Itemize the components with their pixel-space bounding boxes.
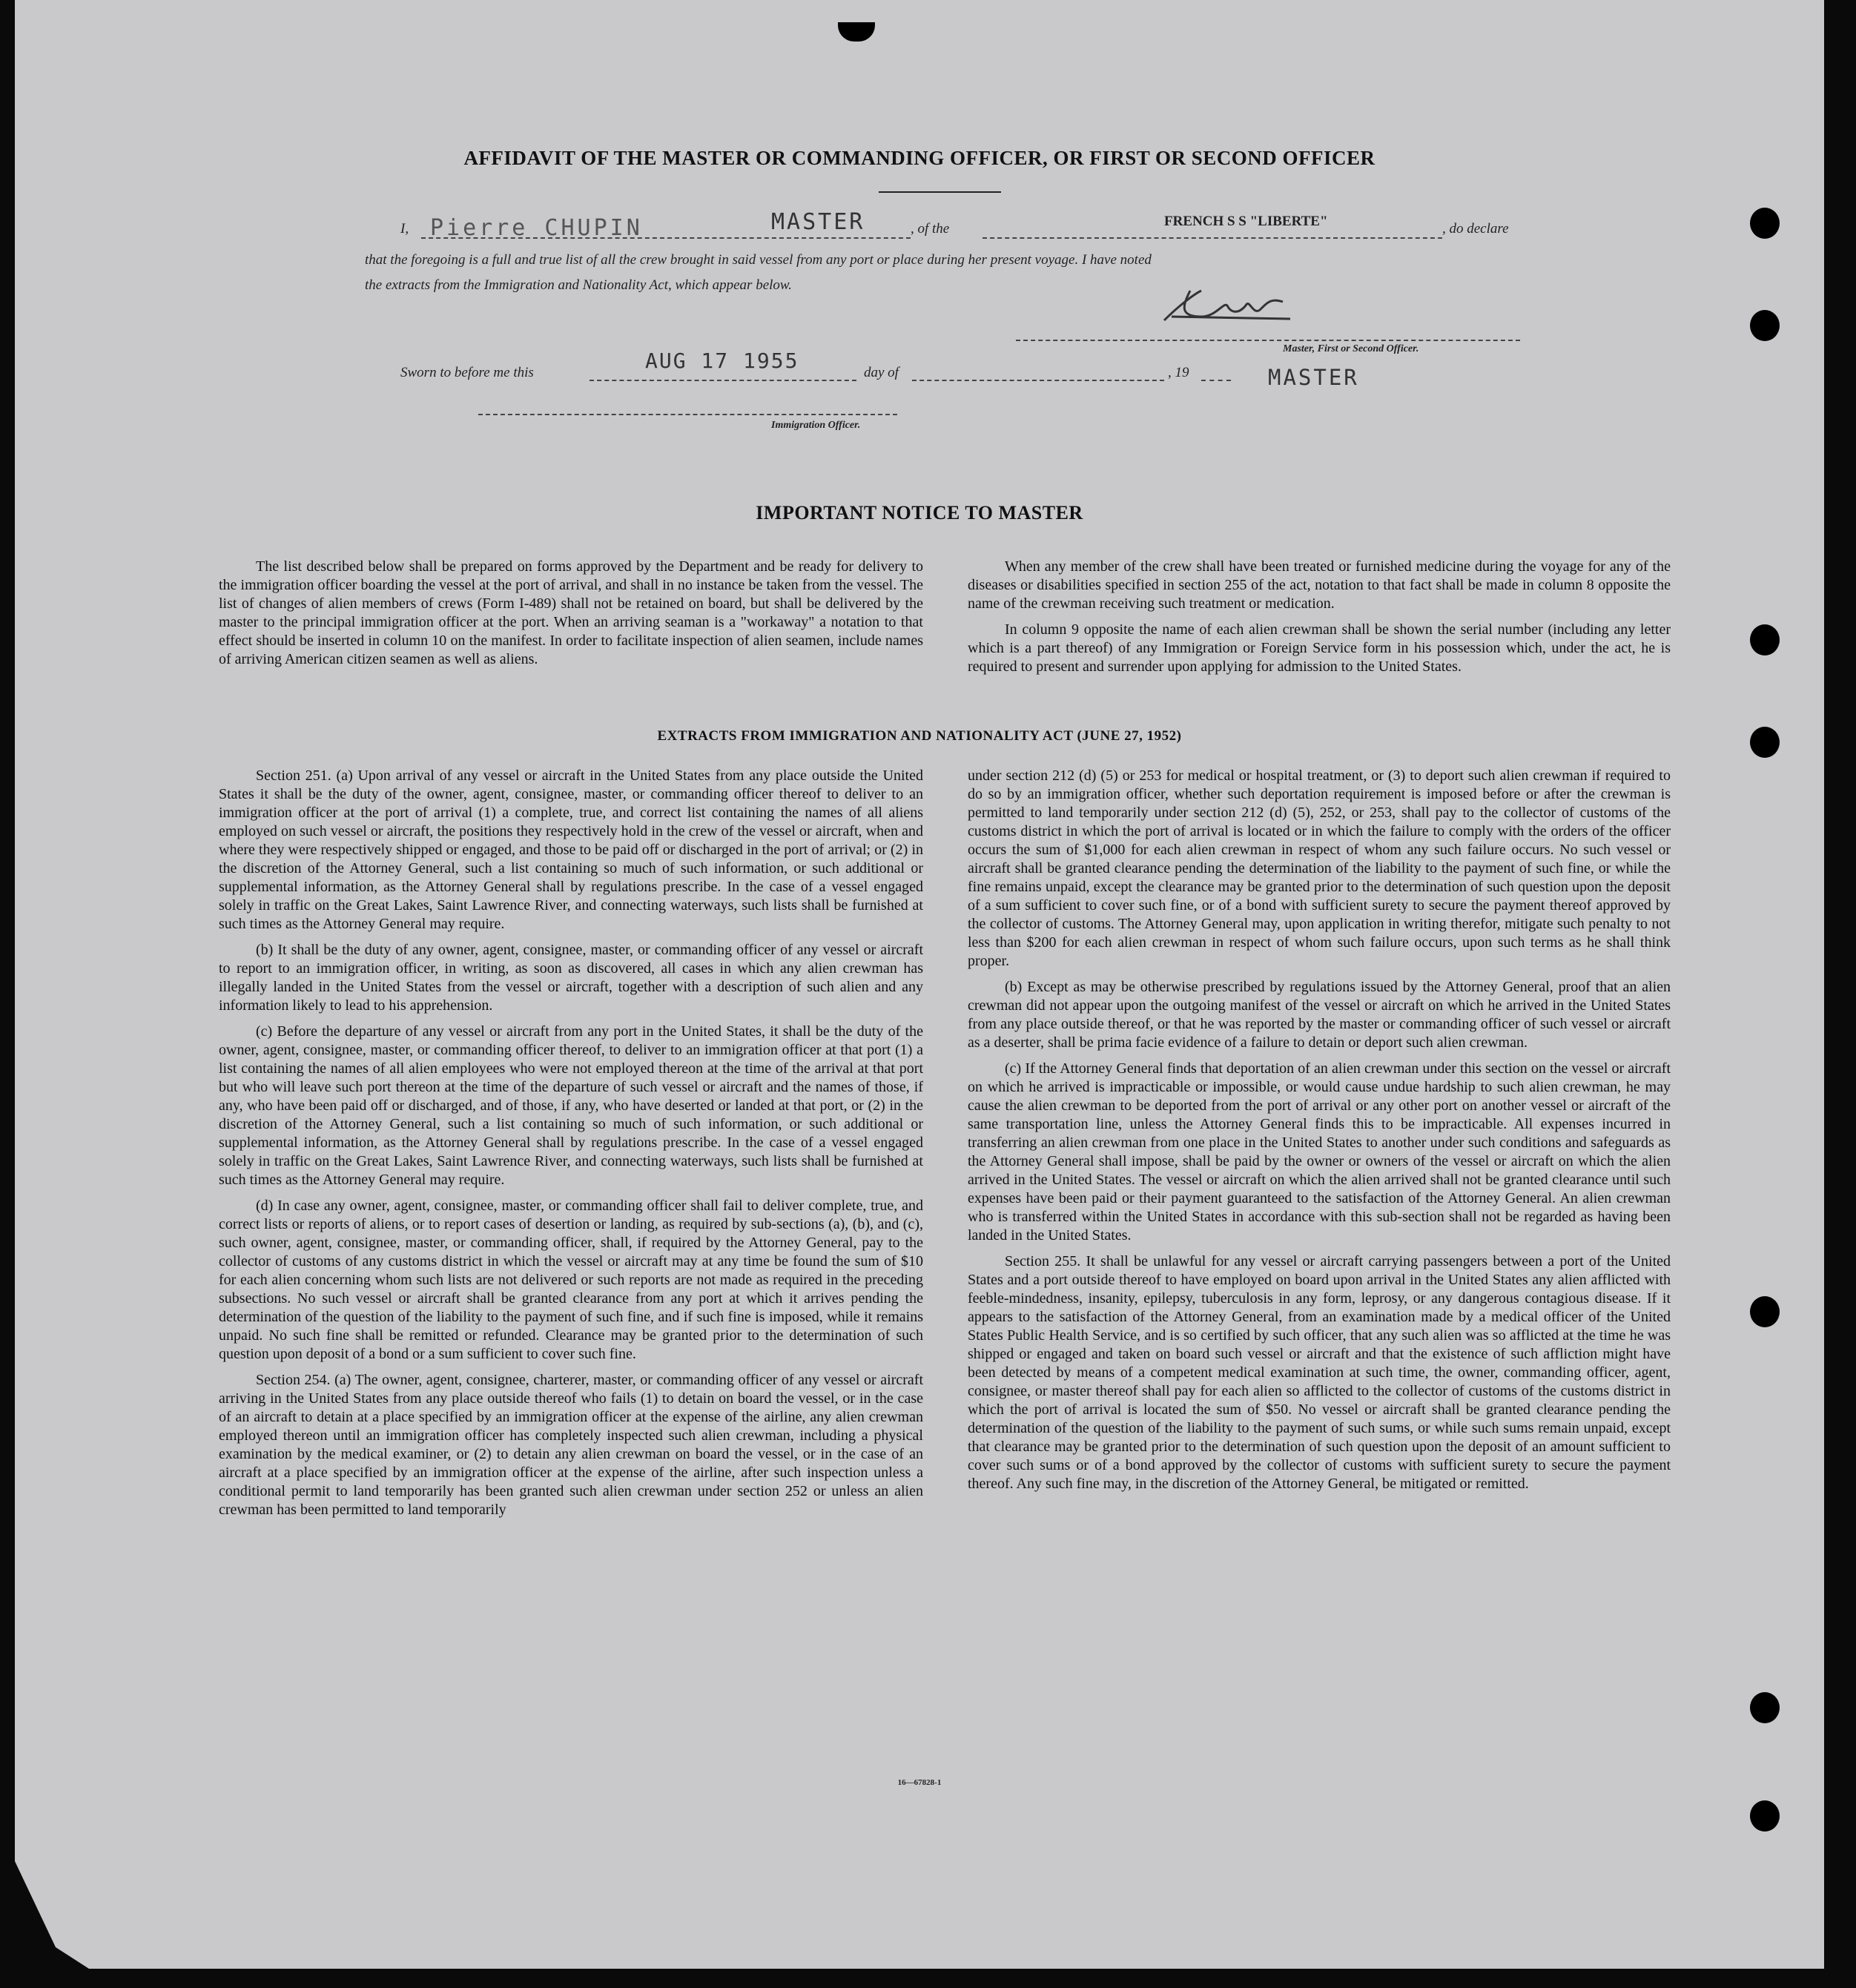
statute-paragraph: (b) Except as may be otherwise prescribed by regulations issued by the Attorney General, proof that an alien crewman did not appear upon the outgoing manifest of the vessel or aircraft on which he arrived in the United States from any place outside thereof, or that he was reported by the master or commanding officer of such vessel or aircraft as a deserter, shall be prima facie evidence of a failure to detain or deport such alien crewman.	[968, 979, 1671, 1051]
punch-hole	[1750, 1296, 1780, 1327]
statute-paragraph: (c) If the Attorney General finds that deportation of an alien crewman under this section on the vessel or aircraft on which he arrived is impracticable or impossible, or would cause undue hardship to such alien crewman, he may cause the alien crewman to be deported from the port of arrival or any other port on another vessel or aircraft of the same transportation line, unless the Attorney General finds this to be impracticable. All expenses incurred in transferring an alien crewman from one place in the United States to another under such conditions and safeguards as the Attorney General shall impose, shall be paid by the owner or owners of the vessel or aircraft on which the alien arrived in the United States. The vessel or aircraft on which the alien arrived shall not be granted clearance until such expenses have been paid or their payment guaranteed to the satisfaction of the Attorney General. An alien crewman who is transferred within the United States in accordance with this sub-section shall not be regarded as having been landed in the United States.	[968, 1060, 1671, 1244]
officer-line	[478, 414, 897, 415]
vessel-name: FRENCH S S "LIBERTE"	[1164, 214, 1328, 229]
binder-clip	[838, 22, 875, 42]
notice-paragraph: When any member of the crew shall have been treated or furnished medicine during the voyage for any of the diseases or disabilities specified in section 255 of the act, notation to that fact shall be made in column 8 opposite the name of the crewman receiving such treatment or medication.	[968, 558, 1671, 612]
of-the-label: , of the	[911, 221, 950, 237]
sworn-date: AUG 17 1955	[645, 349, 799, 373]
i-label: I,	[400, 221, 409, 237]
notice-title: IMPORTANT NOTICE TO MASTER	[756, 502, 1083, 524]
day-of-line	[912, 380, 1164, 381]
year-line	[1201, 380, 1231, 381]
statute-paragraph: Section 251. (a) Upon arrival of any vessel or aircraft in the United States from any place outside the United States it shall be the duty of the owner, agent, consignee, master, or commanding officer thereof to deliver to an immigration officer at the port of arrival (1) a complete, true, and correct list containing the names of all aliens employed on such vessel or aircraft, the positions they respectively hold in the crew of the vessel or aircraft, when and where they were respectively shipped or engaged, and those to be paid off or discharged in the port of arrival; or (2) in the discretion of the Attorney General, such a list containing so much of such information, or such additional or supplemental information, as the Attorney General shall by regulations prescribe. In the case of a vessel engaged solely in traffic on the Great Lakes, Saint Lawrence River, and connecting waterways, such lists shall be furnished at such times as the Attorney General may require.	[219, 767, 923, 932]
statute-paragraph: (c) Before the departure of any vessel or aircraft from any port in the United States, it shall be the duty of the owner, agent, consignee, master, or commanding officer thereof, to deliver to an immigration officer at that port (1) a list containing the names of all alien employees who were not employed thereon at the time of the arrival at that port but who will leave such port thereon at the time of the departure of such vessel or aircraft and the names of those, if any, who have been paid off or discharged, and of those, if any, who have deserted or landed at that port, or (2) in the discretion of the Attorney General, such a list containing so much of such information, or such additional or supplemental information, as the Attorney General shall by regulations prescribe. In the case of a vessel engaged solely in traffic on the Great Lakes, Saint Lawrence River, and connecting waterways, such lists shall be furnished at such times as the Attorney General may require.	[219, 1023, 923, 1188]
punch-hole	[1750, 624, 1780, 655]
affidavit-line-3: the extracts from the Immigration and Nationality Act, which appear below.	[365, 277, 792, 293]
sworn-date-line	[590, 380, 856, 381]
extracts-right-column	[968, 767, 1671, 1501]
punch-hole	[1750, 1692, 1780, 1723]
year-prefix: , 19	[1168, 365, 1189, 380]
affidavit-title: AFFIDAVIT OF THE MASTER OR COMMANDING OFFICER, OR FIRST OR SECOND OFFICER	[463, 147, 1376, 169]
sworn-label: Sworn to before me this	[400, 365, 534, 380]
statute-paragraph: Section 254. (a) The owner, agent, consignee, charterer, master, or commanding officer of any vessel or aircraft arriving in the United States from any place outside thereof who fails (1) to detain on board the vessel, or in the case of an aircraft to detain at a place specified by an immigration officer at the expense of the airline, any alien crewman employed thereon until an immigration officer has completely inspected such alien crewman, including a physical examination by the medical examiner, or (2) to detain any alien crewman on board the vessel, or in the case of an aircraft at a place specified by an immigration officer at the expense of the airline, after such inspection unless a conditional permit to land temporarily has been granted such alien crewman under section 252 or unless an alien crewman has been permitted to land temporarily	[219, 1372, 923, 1518]
day-of-label: day of	[864, 365, 899, 380]
officer-caption: Immigration Officer.	[771, 420, 861, 431]
master-signature	[1149, 276, 1298, 335]
notice-paragraph: The list described below shall be prepared on forms approved by the Department and be ready for delivery to the immigration officer boarding the vessel at the port of arrival, and shall in no instance be taken from the vessel. The list of changes of alien members of crews (Form I-489) shall not be retained on board, but shall be delivered by the master to the principal immigration officer at the port. When an arriving seaman is a "workaway" a notation to that effect should be inserted in column 10 on the manifest. In order to facilitate inspection of alien seamen, include names of arriving American citizen seamen as well as aliens.	[219, 558, 923, 667]
punch-hole	[1750, 208, 1780, 239]
statute-paragraph: (d) In case any owner, agent, consignee, master, or commanding officer shall fail to deliver complete, true, and correct lists or reports of aliens, or to report cases of desertion or landing, as required by sub-sections (a), (b), and (c), such owner, agent, consignee, master, or commanding officer, shall, if required by the Attorney General, pay to the collector of customs of any customs district in which the vessel or aircraft may at any time be found the sum of $10 for each alien concerning whom such lists are not delivered or such reports are not made as required in the preceding subsections. No such vessel or aircraft shall be granted clearance from any port at which it arrives pending the determination of the question of the liability to the payment of such fine, and if such fine is imposed, while it remains unpaid. No such fine shall be remitted or refunded. Clearance may be granted prior to the determination of such question upon deposit of a bond or a sum sufficient to cover such fine.	[219, 1198, 923, 1362]
declarant-name: Pierre CHUPIN	[430, 215, 643, 241]
notice-paragraph: In column 9 opposite the name of each alien crewman shall be shown the serial number (including any letter which is a part thereof) of any Immigration or Foreign Service form in his possession which, under the act, he is required to present and surrender upon applying for admission to the United States.	[968, 621, 1671, 675]
signature-line	[1016, 340, 1520, 341]
document-page	[15, 0, 1824, 1969]
punch-hole	[1750, 310, 1780, 341]
signature-caption: Master, First or Second Officer.	[1283, 343, 1419, 354]
vessel-line	[983, 237, 1442, 239]
notice-right-column	[968, 558, 1671, 684]
signer-title: MASTER	[1268, 365, 1359, 390]
extracts-title: EXTRACTS FROM IMMIGRATION AND NATIONALITY ACT (JUNE 27, 1952)	[657, 728, 1182, 744]
form-number: 16—67828-1	[897, 1778, 942, 1787]
statute-paragraph: Section 255. It shall be unlawful for any vessel or aircraft carrying passengers between a port of the United States and a port outside thereof to have employed on board upon arrival in the United States any alien afflicted with feeble-mindedness, insanity, epilepsy, tuberculosis in any form, leprosy, or any dangerous contagious disease. If it appears to the satisfaction of the Attorney General, from an examination made by a medical officer of the United States Public Health Service, and is so certified by such officer, that any such alien was so afflicted at the time he was shipped or engaged and taken on board such vessel or aircraft and that the existence of such affliction might have been detected by means of a competent medical examination at such time, the owner, commanding officer, agent, consignee, or master thereof shall pay for each alien so afflicted to the collector of customs of the customs district in which the port of arrival is located the sum of $50. No vessel or aircraft shall be granted clearance pending the determination of the question of the liability to the payment of such sums, or while such sums remain unpaid, except that clearance may be granted prior to the determination of such question upon the deposit of an amount sufficient to cover such sums or of a bond approved by the collector of customs with sufficient surety to secure the payment thereof. Any such fine may, in the discretion of the Attorney General, be mitigated or remitted.	[968, 1253, 1671, 1492]
do-declare-label: , do declare	[1442, 221, 1509, 237]
affidavit-line-2: that the foregoing is a full and true list of all the crew brought in said vessel from any port or place during her present voyage. I have noted	[365, 252, 1152, 268]
title-rule	[879, 191, 1001, 193]
extracts-left-column	[219, 767, 923, 1527]
notice-left-column	[219, 558, 923, 676]
statute-paragraph: under section 212 (d) (5) or 253 for medical or hospital treatment, or (3) to deport such alien crewman if required to do so by an immigration officer, whether such deportation requirement is imposed before or after the crewman is permitted to land temporarily under section 212 (d) (5), 252, or 253, shall pay to the collector of customs of the customs district in which the port of arrival is located or in which the failure to comply with the orders of the officer occurs the sum of $1,000 for each alien crewman in respect of whom any such failure occurs. No such vessel or aircraft shall be granted clearance pending the determination of the liability to the payment of such fine, or while the fine remains unpaid, except the clearance may be granted prior to the determination of such question upon the deposit of a sum sufficient to cover such fine, or of a bond with sufficient surety to secure the payment thereof approved by the collector of customs. The Attorney General may, upon application in writing therefor, mitigate such penalty to not less than $200 for each alien crewman in respect of whom such failure occurs, upon such terms as he shall think proper.	[968, 767, 1671, 969]
punch-hole	[1750, 1800, 1780, 1832]
declarant-rank: MASTER	[771, 209, 865, 235]
statute-paragraph: (b) It shall be the duty of any owner, agent, consignee, master, or commanding officer of any vessel or aircraft to report to an immigration officer, in writing, as soon as discovered, all cases in which any alien crewman has illegally landed in the United States from the vessel or aircraft, together with a description of such alien and any information likely to lead to his apprehension.	[219, 942, 923, 1014]
